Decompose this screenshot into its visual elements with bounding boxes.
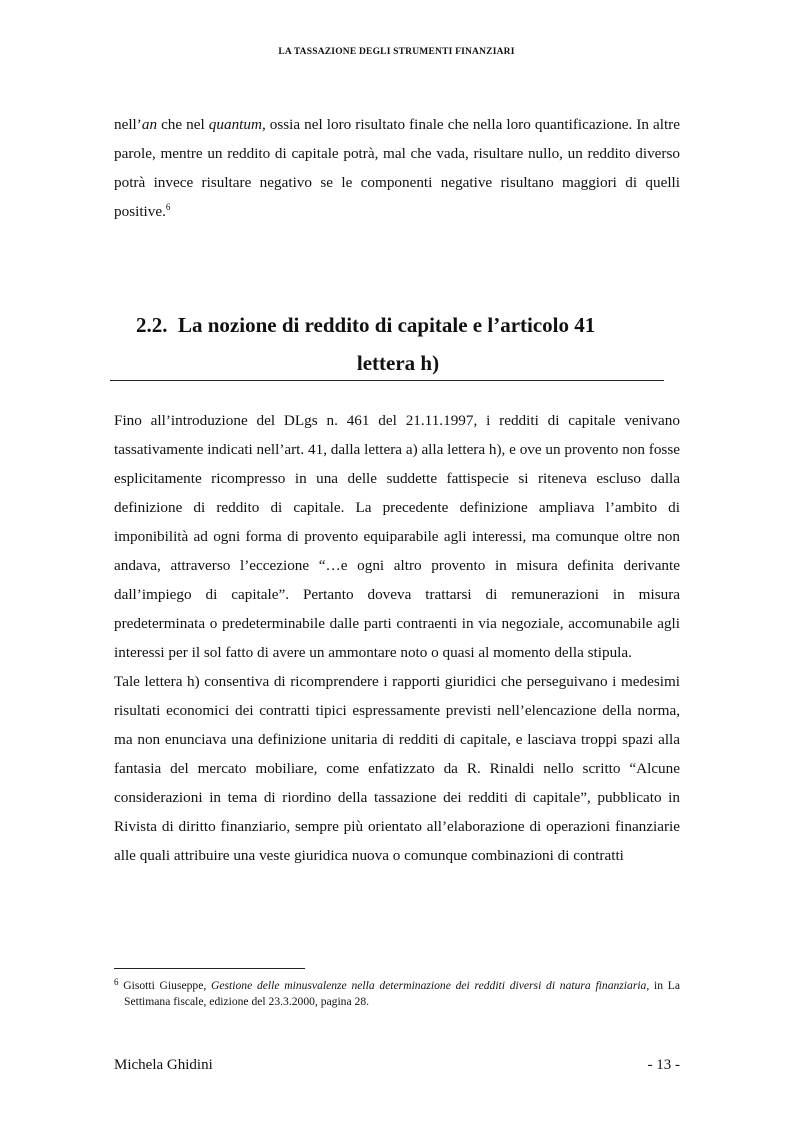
section-body [114,406,680,870]
section-number: 2.2. [136,313,168,337]
intro-emphasis-quantum: quantum [208,116,262,133]
footnote-reference[interactable]: 6 [165,202,171,212]
page-number: - 13 - [647,1057,680,1073]
footnote-title: Gestione delle minusvalenze nella determinazione dei redditi diversi di natura finanziaria, [211,979,650,992]
footnote-number: 6 [114,977,119,987]
footnote [114,978,680,1010]
footnote-divider [114,968,305,969]
section-title-line2: lettera h) [356,351,440,375]
intro-text-3: , ossia nel loro risultato finale che nella loro quantificazione. In altre parole, mentre un reddito di capitale potrà, mal che vada, risultare nullo, un reddito diverso potrà invece risultare negativo se le componenti negative risultano maggiori di quelli positive. [114,116,680,220]
footnote-author: Gisotti Giuseppe, [118,979,211,992]
footer-author: Michela Ghidini [114,1057,213,1073]
body-paragraph-2: Tale lettera h) consentiva di ricomprendere i rapporti giuridici che perseguivano i medesimi risultati economici dei contratti tipici espressamente previsti nell’elencazione della norma, ma non enunciava una definizione unitaria di redditi di capitale, e lasciava troppi spazi alla fantasia del mercato mobiliare, come enfatizzato da R. Rinaldi nello scritto “Alcune considerazioni in tema di riordino della tassazione dei redditi di capitale”, pubblicato in Rivista di diritto finanziario, sempre più orientato all’elaborazione di operazioni finanziarie alle quali attribuire una veste giuridica nuova o comunque combinazioni di contratti [114,673,680,864]
running-header: LA TASSAZIONE DEGLI STRUMENTI FINANZIARI [278,47,515,57]
section-heading [114,306,664,382]
heading-divider [110,380,664,381]
intro-text-2: che nel [157,116,209,133]
footnote-source: in La Settimana fiscale, edizione del 23.3.2000, pagina 28. [124,979,681,1008]
intro-text-1: nell’ [114,116,142,133]
intro-emphasis-an: an [141,116,158,133]
body-paragraph-1: Fino all’introduzione del DLgs n. 461 del 21.11.1997, i redditi di capitale venivano tassativamente indicati nell’art. 41, dalla lettera a) alla lettera h), e ove un provento non fosse esplicitamente ricompresso in una delle suddette fattispecie si riteneva escluso dalla definizione di reddito di capitale. La precedente definizione ampliava l’ambito di imponibilità ad ogni forma di provento equiparabile agli interessi, ma comunque oltre non andava, attraverso l’eccezione “…e ogni altro provento in misura definita derivante dall’impiego di capitale”. Pertanto doveva trattarsi di remunerazioni in misura predeterminata o predeterminabile dalle parti contraenti in via negoziale, accomunabile agli interessi per il sol fatto di avere un ammontare noto o quasi al momento della stipula. [114,412,680,661]
intro-paragraph [114,110,680,226]
section-title-line1: La nozione di reddito di capitale e l’articolo 41 [178,313,596,337]
